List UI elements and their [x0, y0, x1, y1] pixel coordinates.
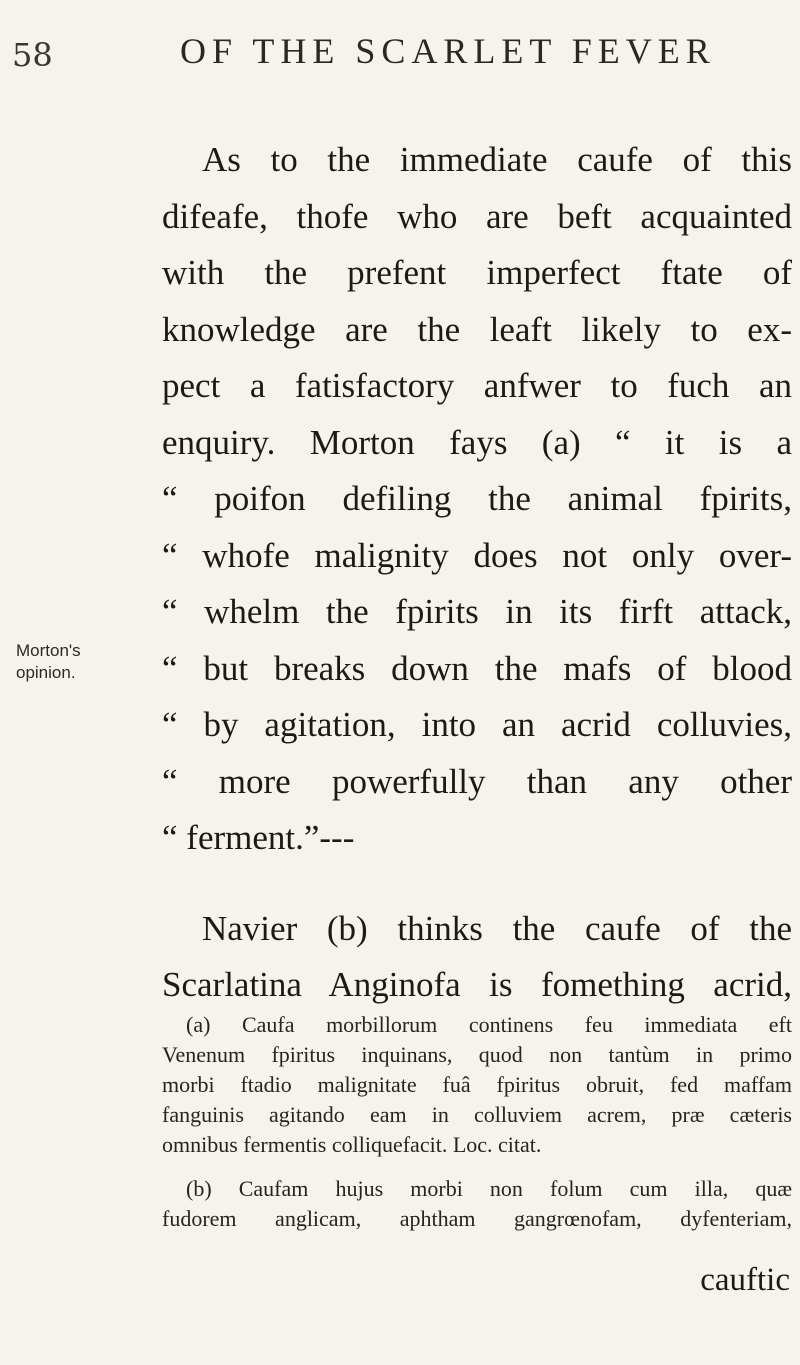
footnote-line: (b) Caufam hujus morbi non folum cum illa, quæ	[186, 1176, 792, 1201]
margin-note	[16, 640, 146, 684]
paragraph-gap	[162, 867, 792, 901]
text-line: “ by agitation, into an acrid colluvies,	[162, 705, 792, 744]
footnote-line: Venenum fpiritus inquinans, quod non tantùm in primo	[162, 1042, 792, 1067]
text-line: knowledge are the leaft likely to ex-	[162, 309, 792, 349]
text-line: “ whelm the fpirits in its firft attack,	[162, 592, 792, 631]
footnote-line: omnibus fermentis colliquefacit. Loc. citat.	[162, 1132, 542, 1157]
text-line: “ ferment.”---	[162, 818, 355, 857]
text-line: with the prefent imperfect ftate of	[162, 253, 792, 292]
text-line: enquiry. Morton fays (a) “ it is a	[162, 422, 792, 462]
text-line: difeafe, thofe who are beft acquainted	[162, 196, 792, 236]
footnotes	[162, 1010, 792, 1234]
page-header	[0, 30, 800, 80]
text-line: “ but breaks down the mafs of blood	[162, 648, 792, 688]
footnote-gap	[162, 1160, 792, 1174]
page-number: 58	[12, 36, 53, 74]
text-line: “ whofe malignity does not only over-	[162, 535, 792, 575]
footnote-line: morbi ftadio malignitate fuâ fpiritus obruit, fed maffam	[162, 1072, 792, 1097]
text-line: pect a fatisfactory anfwer to fuch an	[162, 366, 792, 405]
text-line: “ more powerfully than any other	[162, 761, 792, 801]
text-line: As to the immediate caufe of this	[202, 140, 792, 179]
text-line: “ poifon defiling the animal fpirits,	[162, 479, 792, 518]
main-text	[162, 132, 792, 1014]
footnote-line: fanguinis agitando eam in colluviem acrem, præ cæteris	[162, 1102, 792, 1127]
margin-note-line: opinion.	[16, 663, 76, 682]
text-line: Navier (b) thinks the caufe of the	[202, 908, 792, 948]
catchword: cauftic	[700, 1262, 790, 1298]
running-head: OF THE SCARLET FEVER	[180, 31, 716, 71]
margin-note-line: Morton's	[16, 641, 81, 660]
footnote-line: fudorem anglicam, aphtham gangrœnofam, dyfenteriam,	[162, 1206, 792, 1231]
footnote-line: (a) Caufa morbillorum continens feu immediata eft	[186, 1012, 792, 1037]
text-line: Scarlatina Anginofa is fomething acrid,	[162, 965, 792, 1004]
